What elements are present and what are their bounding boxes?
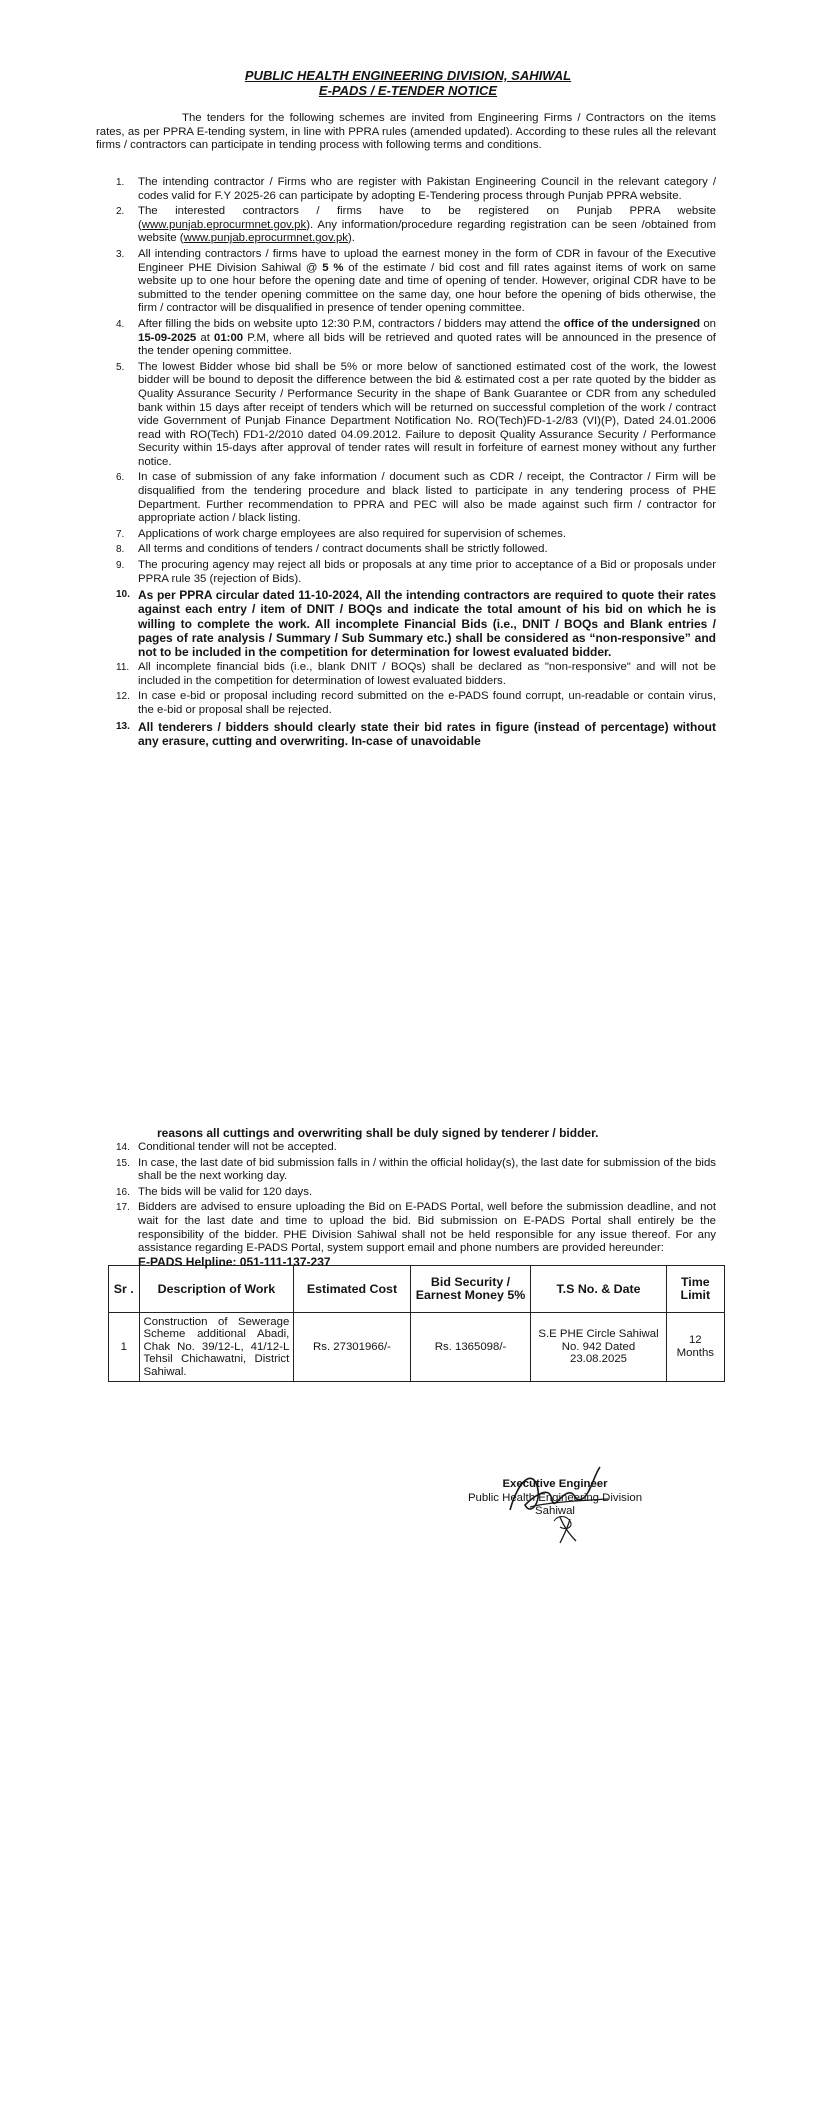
signatory-office: Public Health Engineering Division xyxy=(467,1491,643,1504)
header-ts-no-date: T.S No. & Date xyxy=(531,1266,666,1313)
clause-text: Bidders are advised to ensure uploading the Bid on E-PADS Portal, well before the submission deadline, and not wait for the last date and time to upload the bid. Bid submission on E-PADS Portal shall entirely be the responsibility of the bidder. PHE Division Sahiwal shall not be held responsible for any issue thereof. For any assistance regarding E-PADS Portal, system support email and phone numbers are provided hereunder: xyxy=(138,1201,716,1255)
clause-13 xyxy=(96,720,716,748)
opening-time: 01:00 xyxy=(213,331,244,344)
clause-number: 5. xyxy=(116,361,125,373)
clause-2 xyxy=(96,205,716,246)
clause-3 xyxy=(96,248,716,316)
clause-17 xyxy=(96,1201,716,1270)
cell-time-limit: 12 Months xyxy=(666,1313,724,1382)
clause-text: In case of submission of any fake information / document such as CDR / receipt, the Contractor / Firm will be disqualified from the tendering procedure and black listed to participate in any tendering process of PHE Department. Further recommendation to PPRA and PEC will also be made against such firm / contractor for appropriate action / black listing. xyxy=(138,471,716,525)
clause-text: P.M, where all bids will be retrieved and quoted rates will be announced in the presence of the tender opening committee. xyxy=(138,331,716,358)
clause-12 xyxy=(96,690,716,717)
intro-paragraph: The tenders for the following schemes are invited from Engineering Firms / Contractors on the items rates, as per PPRA E-tending system, in line with PPRA rules (amended updated). According to these rules all the relevant firms / contractors can participate in tending process with following terms and conditions. xyxy=(96,112,716,152)
clause-10 xyxy=(96,588,716,659)
header-bid-security: Bid Security / Earnest Money 5% xyxy=(410,1266,531,1313)
ppra-website-link[interactable]: www.punjab.eprocurmnet.gov.pk xyxy=(183,232,349,245)
clause-16 xyxy=(96,1186,716,1200)
clause-number: 2. xyxy=(116,206,125,218)
clause-text: ). Any information/procedure regarding registration can be seen /obtained from website ( xyxy=(138,218,716,245)
table-row xyxy=(109,1313,725,1382)
clause-text: of the estimate / bid cost and fill rates against items of work on same website up to one hour before the opening date and time of opening of tender. However, original CDR have to be submitted to the tender opening committee on the same day, one hour before the opening of bids otherwise, the firm / contractor will be disqualified in presence of tender opening committee. xyxy=(138,261,716,315)
clause-number: 13. xyxy=(116,720,130,732)
clause-8 xyxy=(96,543,716,557)
cell-bid-security: Rs. 1365098/- xyxy=(410,1313,531,1382)
clause-4 xyxy=(96,318,716,359)
cell-description: Construction of Sewerage Scheme additional Abadi, Chak No. 39/12-L, 41/12-L Tehsil Chichawatni, District Sahiwal. xyxy=(139,1313,294,1382)
clause-number: 4. xyxy=(116,318,125,330)
earnest-money-percent: 5 % xyxy=(322,261,344,274)
clause-text: All intending contractors / firms have to upload the earnest money in the form of CDR in favour of the Executive Engineer PHE Division Sahiwal @ xyxy=(138,247,716,274)
clause-text: on xyxy=(700,317,716,330)
notice-title: E-PADS / E-TENDER NOTICE xyxy=(318,83,498,98)
clause-number: 16. xyxy=(116,1186,130,1198)
clause-text: Applications of work charge employees are also required for supervision of schemes. xyxy=(138,527,566,540)
clause-number: 17. xyxy=(116,1202,130,1214)
clause-text: at xyxy=(196,331,214,344)
clause-text: The bids will be valid for 120 days. xyxy=(138,1185,313,1198)
signatory-place: Sahiwal xyxy=(535,1505,575,1517)
signatory-role: Executive Engineer xyxy=(502,1478,608,1490)
epads-helpline: E-PADS Helpline: 051-111-137-237 xyxy=(138,1254,331,1269)
clause-text: The interested contractors / firms have to be registered on Punjab PPRA website ( xyxy=(138,205,716,231)
header-time-limit: Time Limit xyxy=(666,1266,724,1313)
cell-estimated-cost: Rs. 27301966/- xyxy=(294,1313,410,1382)
clause-9 xyxy=(96,559,716,586)
cell-sr: 1 xyxy=(109,1313,140,1382)
office-of-undersigned: office of the undersigned xyxy=(563,317,701,330)
clause-7 xyxy=(96,528,716,542)
clause-text: Conditional tender will not be accepted. xyxy=(138,1141,337,1153)
clause-text: All terms and conditions of tenders / contract documents shall be strictly followed. xyxy=(138,543,548,556)
ppra-website-link[interactable]: www.punjab.eprocurmnet.gov.pk xyxy=(141,218,307,231)
notice-header xyxy=(0,68,816,98)
clause-5 xyxy=(96,361,716,470)
schemes-table xyxy=(108,1265,725,1382)
clause-text: All tenderers / bidders should clearly state their bid rates in figure (instead of percentage) without any erasure, cutting and overwriting. In-case of unavoidable xyxy=(138,719,716,748)
clause-number: 10. xyxy=(116,589,130,601)
opening-date: 15-09-2025 xyxy=(138,331,197,344)
clause-text: The lowest Bidder whose bid shall be 5% or more below of sanctioned estimated cost of the work, the lowest bidder will be bound to deposit the difference between the bid & estimated cost a per rate quoted by the bidder as Quality Assurance Security / Performance Security in the shape of Bank Guarantee or CDR from any scheduled bank within 15 days after receipt of tenders which will be returned on successful completion of the work / contract vide Government of Punjab Finance Department Notification No. RO(Tech)FD-1-2/83 (VI)(P), Dated 24.01.2006 read with RO(Tech) FD1-2/2010 dated 04.09.2012. Failure to deposit Quality Assurance Security / Performance Security within 15-days after approval of tender rates will result in forfeiture of earnest money without any further notice. xyxy=(138,360,716,468)
clause-number: 9. xyxy=(116,560,125,572)
header-estimated-cost: Estimated Cost xyxy=(294,1266,410,1313)
cell-ts-no-date: S.E PHE Circle Sahiwal No. 942 Dated 23.08.2025 xyxy=(531,1313,666,1382)
clause-number: 14. xyxy=(116,1142,130,1153)
clause-number: 6. xyxy=(116,472,125,484)
table-header-row xyxy=(109,1266,725,1313)
clause-text: In case e-bid or proposal including record submitted on the e-PADS found corrupt, un-readable or contain virus, the e-bid or proposal shall be rejected. xyxy=(138,690,716,717)
clause-13-continued: reasons all cuttings and overwriting shall be duly signed by tenderer / bidder. xyxy=(157,1126,599,1140)
clause-text: All incomplete financial bids (i.e., blank DNIT / BOQs) shall be declared as "non-responsive" and will not be included in the competition for determination of lowest evaluated bidders. xyxy=(138,661,716,687)
clause-number: 1. xyxy=(116,177,125,188)
clause-text: ). xyxy=(348,232,355,245)
header-description: Description of Work xyxy=(139,1266,294,1313)
signature-block xyxy=(430,1478,680,1519)
clause-number: 15. xyxy=(116,1157,130,1169)
clause-number: 11. xyxy=(116,662,130,674)
clause-number: 12. xyxy=(116,691,130,703)
clause-text: The intending contractor / Firms who are register with Pakistan Engineering Council in the relevant category / codes valid for F.Y 2025-26 can participate by adopting E-Tendering process through Punjab PPRA website. xyxy=(138,176,716,202)
terms-list-part-1 xyxy=(96,176,716,750)
clause-15 xyxy=(96,1157,716,1184)
clause-text: The procuring agency may reject all bids or proposals at any time prior to acceptance of a Bid or proposals under PPRA rule 35 (rejection of Bids). xyxy=(138,559,716,585)
clause-number: 8. xyxy=(116,544,125,556)
division-title: PUBLIC HEALTH ENGINEERING DIVISION, SAHIWAL xyxy=(244,68,572,83)
clause-11 xyxy=(96,661,716,688)
clause-6 xyxy=(96,471,716,525)
clause-1 xyxy=(96,176,716,203)
clause-text: In case, the last date of bid submission falls in / within the official holiday(s), the last date for submission of the bids shall be the next working day. xyxy=(138,1156,716,1183)
header-sr: Sr . xyxy=(109,1266,140,1313)
clause-number: 3. xyxy=(116,248,125,260)
terms-list-part-2 xyxy=(96,1141,716,1272)
clause-text: As per PPRA circular dated 11-10-2024, All the intending contractors are required to quote their rates against each entry / item of DNIT / BOQs and indicate the total amount of his bid on which he is willing to complete the work. All incomplete Financial Bids (i.e., DNIT / BOQs and Blank entries / pages of rate analysis / Summary / Sub Summary etc.) shall be considered as “non-responsive” and not to be included in the competition for determination for lowest evaluated bidder. xyxy=(138,588,716,660)
clause-number: 7. xyxy=(116,528,125,540)
clause-text: After filling the bids on website upto 12:30 P.M, contractors / bidders may attend the xyxy=(138,317,564,330)
clause-14 xyxy=(96,1141,716,1155)
